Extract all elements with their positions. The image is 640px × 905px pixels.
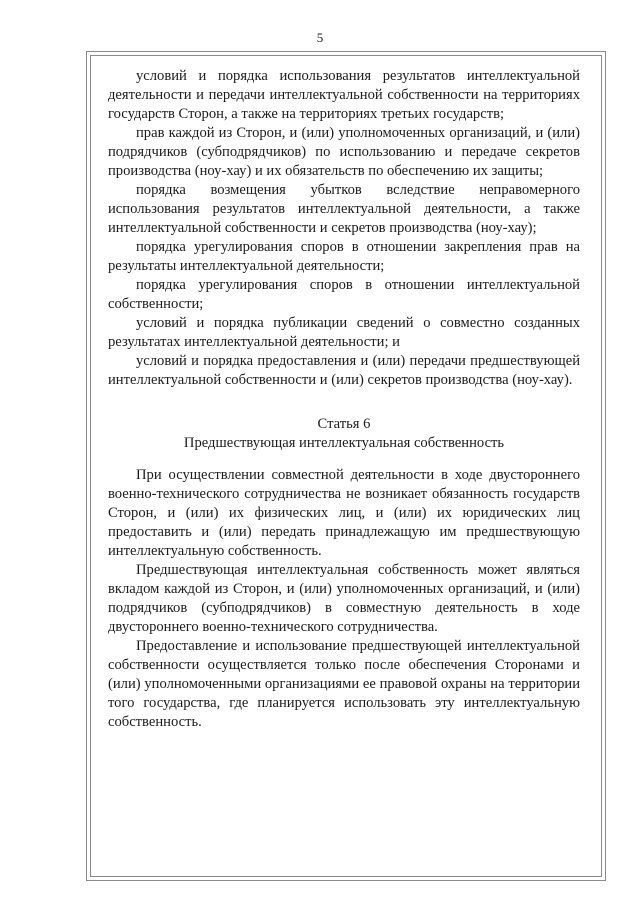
paragraph: Предоставление и использование предшествующей интеллектуальной собственности осуществляется только после обеспечения Сторонами и (или) уполномоченными организациями ее правовой охраны на территории того государства, где планируется использовать эту интеллектуальную собственность.: [108, 638, 580, 730]
paragraph: порядка возмещения убытков вследствие неправомерного использования результатов интеллектуальной деятельности, а также интеллектуальной собственности и секретов производства (ноу-хау);: [108, 182, 580, 236]
article-number: Статья 6: [317, 416, 371, 432]
page-number: 5: [316, 30, 324, 45]
paragraph: При осуществлении совместной деятельности в ходе двустороннего военно-технического сотрудничества не возникает обязанность государств Сторон, и (или) их физических лиц, и (или) их юридических лиц предоставить и (или) передать принадлежащую им предшествующую интеллектуальную собственность.: [108, 467, 580, 559]
article-title: Предшествующая интеллектуальная собственность: [183, 435, 505, 451]
paragraph: условий и порядка предоставления и (или) передачи предшествующей интеллектуальной собственности и (или) секретов производства (ноу-хау).: [108, 353, 580, 388]
document-body: [108, 67, 580, 732]
paragraph: Предшествующая интеллектуальная собственность может являться вкладом каждой из Сторон, и (или) уполномоченных организаций, и (или) подрядчиков (субподрядчиков) в совместную деятельность в ходе двустороннего военно-технического сотрудничества.: [108, 562, 580, 635]
paragraph: прав каждой из Сторон, и (или) уполномоченных организаций, и (или) подрядчиков (субподрядчиков) по использованию и передаче секретов производства (ноу-хау) и их обязательств по обеспечению их защиты;: [108, 125, 580, 179]
paragraph: порядка урегулирования споров в отношении интеллектуальной собственности;: [108, 277, 580, 312]
paragraph: порядка урегулирования споров в отношении закрепления прав на результаты интеллектуальной деятельности;: [108, 239, 580, 274]
paragraph: условий и порядка публикации сведений о совместно созданных результатах интеллектуальной деятельности; и: [108, 315, 580, 350]
paragraph: условий и порядка использования результатов интеллектуальной деятельности и передачи интеллектуальной собственности на территориях государств Сторон, а также на территориях третьих государств;: [108, 68, 580, 122]
